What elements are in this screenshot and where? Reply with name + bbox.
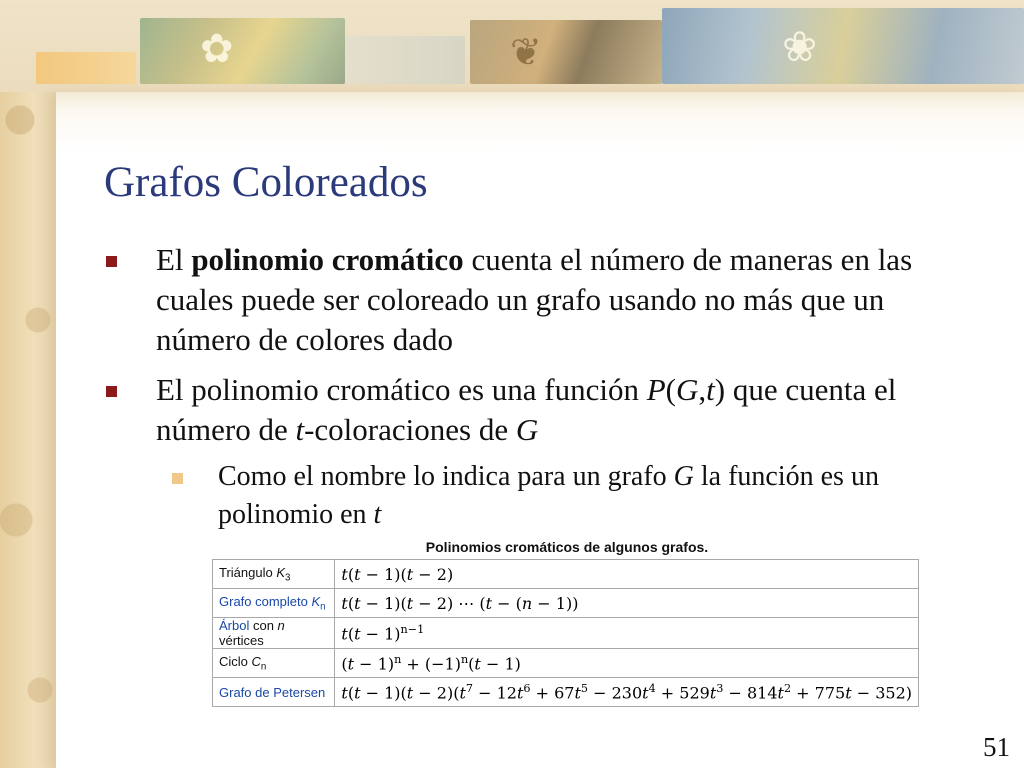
table-row (213, 589, 919, 618)
slide-title: Grafos Coloreados (104, 159, 428, 206)
chromatic-polynomial-cell: $t(t - 1)^{n-1}$ (335, 618, 919, 649)
graph-name-cell[interactable]: Grafo completo $K_n$ (213, 589, 335, 618)
text-line: polinomio en t (218, 499, 382, 530)
graph-name-cell: Ciclo $C_n$ (213, 649, 335, 678)
banner-tile (36, 52, 136, 84)
text-line: cuales puede ser coloreado un grafo usando no más que un (156, 282, 885, 317)
text-line: El polinomio cromático es una función P(G,t) que cuenta el (156, 372, 897, 407)
banner-tile-leaves (662, 8, 1024, 84)
banner-tile-leaves (140, 18, 345, 84)
leaf-icon: ✿ (200, 26, 234, 72)
table-row (213, 560, 919, 589)
text-line: número de t-coloraciones de G (156, 412, 539, 447)
bullet-icon (106, 256, 117, 267)
text-line: número de colores dado (156, 322, 453, 357)
decorative-left-strip (0, 0, 56, 768)
bullet-text-funcion (156, 370, 1006, 450)
text-line: Como el nombre lo indica para un grafo G la función es un (218, 461, 879, 492)
graph-name-link[interactable]: Árbol (219, 618, 250, 633)
graph-name-cell[interactable]: Grafo de Petersen (213, 678, 335, 707)
banner-tile (345, 36, 465, 84)
chromatic-polynomial-cell: $(t - 1)^n + (-1)^n(t - 1)$ (335, 649, 919, 678)
bullet-text-polinomio-cromatico (156, 240, 1006, 360)
graph-name-cell: Triángulo $K_3$ (213, 560, 335, 589)
table-row (213, 678, 919, 707)
graph-name-cell[interactable]: Árbol con n vértices (213, 618, 335, 649)
table-row (213, 649, 919, 678)
chromatic-polynomial-cell: $t(t - 1)(t - 2)(t^7 - 12t^6 + 67t^5 - 230t^4 + 529t^3 - 814t^2 + 775t - 352)$ (335, 678, 919, 707)
subbullet-icon (172, 473, 183, 484)
decorative-banner (0, 0, 1024, 92)
banner-tile-leaves (470, 20, 662, 84)
chromatic-polynomial-cell: t(t − 1)(t − 2) ⋯ (t − (n − 1)) (335, 589, 919, 618)
page-number: 51 (983, 732, 1010, 762)
bullet-icon (106, 386, 117, 397)
subbullet-text-polinomio (218, 458, 998, 534)
table-row (213, 618, 919, 649)
chromatic-polynomials-table (212, 559, 919, 707)
leaf-icon: ❀ (782, 22, 818, 71)
table-caption: Polinomios cromáticos de algunos grafos. (425, 539, 709, 555)
text-line: El polinomio cromático cuenta el número de maneras en las (156, 242, 913, 277)
leaf-icon: ❦ (510, 30, 542, 74)
chromatic-polynomial-cell: t(t − 1)(t − 2) (335, 560, 919, 589)
